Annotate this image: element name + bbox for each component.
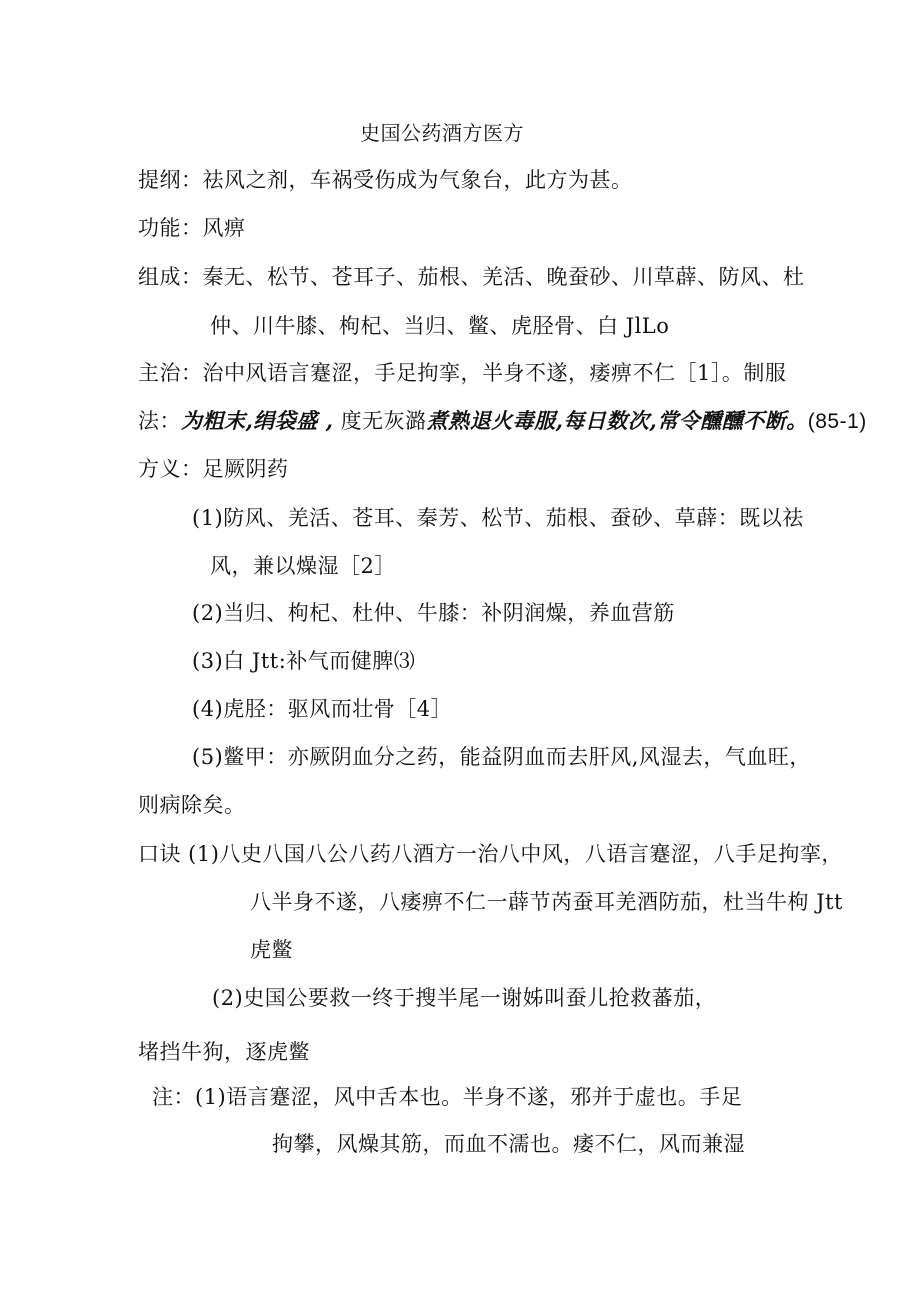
meaning-item: (3)白 Jtt:补气而健脾⑶ bbox=[192, 649, 416, 673]
meaning-heading: 方义：足厥阴药 bbox=[138, 457, 289, 481]
indication-line-2 bbox=[138, 406, 867, 437]
meaning-item: 风，兼以燥湿［2］ bbox=[210, 554, 396, 578]
mnemonic-line-3: 虎鳖 bbox=[250, 938, 293, 962]
preparation-reference: (85-1) bbox=[807, 410, 867, 433]
composition-line-1: 组成：秦无、松节、苍耳子、茄根、羌活、晚蚕砂、川草薜、防风、杜 bbox=[138, 265, 805, 289]
mnemonic-line-5: 堵挡牛狗，逐虎鳖 bbox=[138, 1040, 310, 1064]
meaning-item: (5)鳖甲：亦厥阴血分之药，能益阴血而去肝风,风湿去，气血旺， bbox=[192, 745, 811, 769]
notes-line-1: 注：(1)语言蹇涩，风中舌本也。半身不遂，邪并于虚也。手足 bbox=[152, 1085, 743, 1109]
function-line: 功能：风痹 bbox=[138, 216, 246, 240]
meaning-item: (2)当归、枸杞、杜仲、牛膝：补阴润燥，养血营筋 bbox=[192, 601, 675, 625]
preparation-emphasis-1: 为粗末,绢袋盛 , bbox=[181, 408, 334, 433]
mnemonic-line-1: 口诀 (1)八史八国八公八药八酒方一治八中风，八语言蹇涩，八手足拘挛， bbox=[138, 842, 843, 866]
page-title: 史国公药酒方医方 bbox=[360, 121, 524, 145]
mnemonic-line-4: (2)史国公要救一终于搜半尾一谢姊叫蚕儿抢救蕃茄， bbox=[212, 986, 717, 1010]
mnemonic-line-2: 八半身不遂，八痿痹不仁一薜节芮蚕耳羌酒防茄，杜当牛枸 Jtt bbox=[250, 890, 843, 914]
notes-line-2: 拘攀，风燥其筋，而血不濡也。痿不仁，风而兼湿 bbox=[272, 1132, 745, 1156]
meaning-item: (4)虎胫：驱风而壮骨［4］ bbox=[192, 697, 453, 721]
meaning-item: (1)防风、羌活、苍耳、秦芳、松节、茄根、蚕砂、草薜：既以祛 bbox=[192, 506, 804, 530]
preparation-emphasis-2: 煮熟退火毒服,每日数次,常令醺醺不断。 bbox=[426, 408, 808, 433]
meaning-item: 则病除矣。 bbox=[138, 793, 246, 817]
composition-line-2: 仲、川牛膝、枸杞、当归、鳖、虎胫骨、白 JlLo bbox=[210, 314, 670, 338]
preparation-text: 度无灰潞 bbox=[333, 409, 427, 433]
outline-line: 提纲：祛风之剂，车祸受伤成为气象台，此方为甚。 bbox=[138, 168, 633, 192]
indication-line-1: 主治：治中风语言蹇涩，手足拘挛，半身不遂，痿痹不仁［1］。制服 bbox=[138, 361, 787, 385]
preparation-label: 法： bbox=[138, 409, 181, 433]
